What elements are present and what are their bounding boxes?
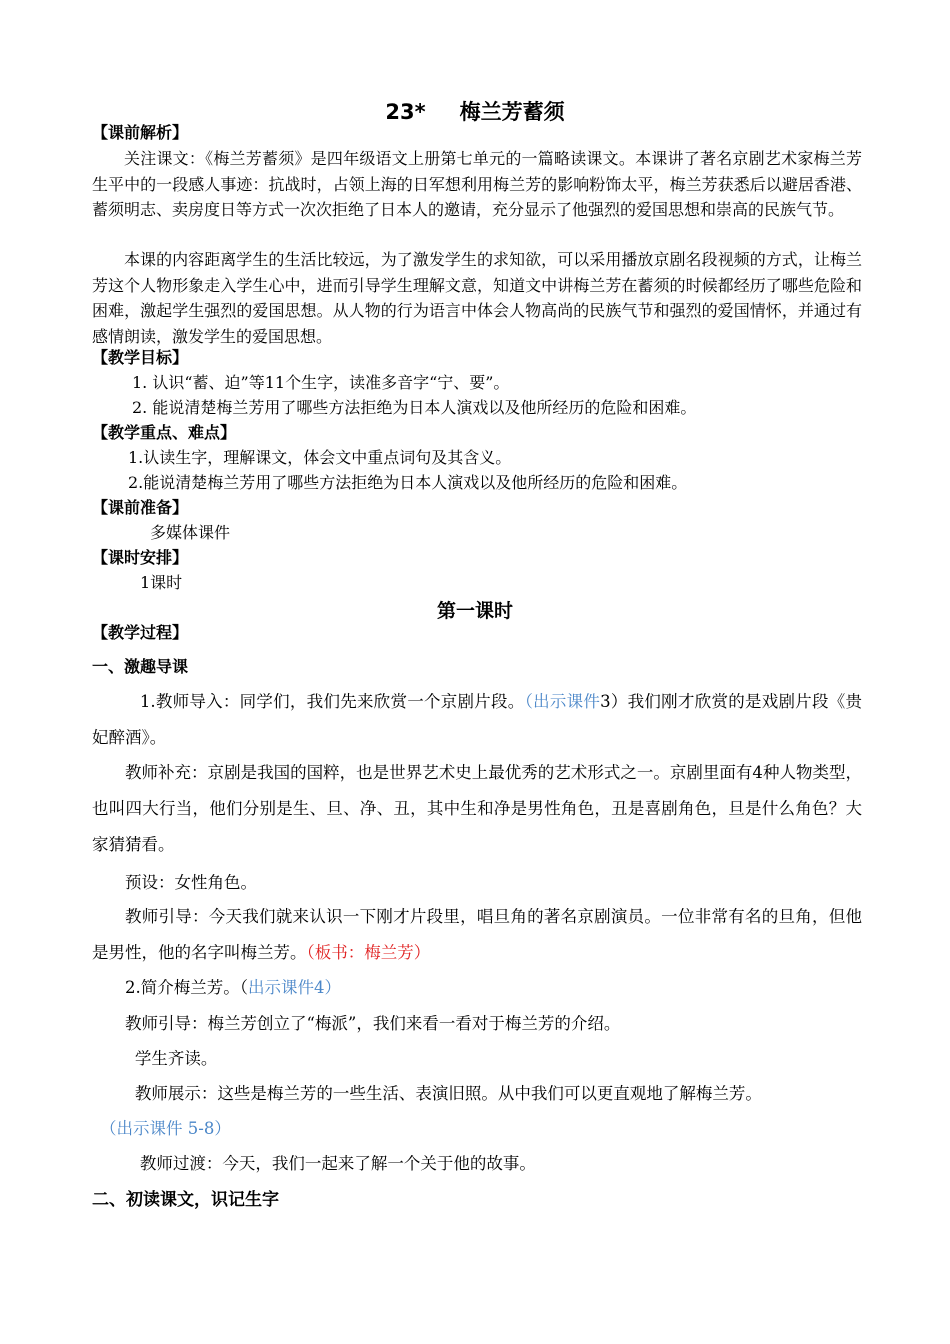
objective-item-2: 2. 能说清楚梅兰芳用了哪些方法拒绝为日本人演戏以及他所经历的危险和困难。 [132, 398, 697, 417]
intro-paren: （ [524, 692, 534, 711]
pre-analysis-paragraph-2: 本课的内容距离学生的生活比较远，为了激发学生的求知欲，可以采用播放京剧名段视频的方式，让梅兰芳这个人物形象走入学生心中，进而引导学生理解文意，知道文中讲梅兰芳在蓄须的时候都经历了哪些危险和困难，激起学生强烈的爱国思想。从人物的行为语言中体会人物高尚的民族气节和强烈的爱国情怀，并通过有感情朗读，激发学生的爱国思想。 [92, 250, 862, 346]
objective-item-1: 1. 认识“蓄、迫”等11个生字，读准多音字“宁、要”。 [132, 373, 510, 392]
preset-paragraph: 预设：女性角色。 [125, 873, 257, 892]
intro2-text: 2.简介梅兰芳。（ [125, 978, 248, 997]
lesson-title-text: 梅兰芳蓄须 [459, 100, 565, 124]
pre-analysis-paragraph-1: 关注课文：《梅兰芳蓄须》是四年级语文上册第七单元的一篇略读课文。本课讲了著名京剧艺术家梅兰芳生平中的一段感人事迹：抗战时，占领上海的日军想利用梅兰芳的影响粉饰太平，梅兰芳获悉后以避居香港、蓄须明志、卖房度日等方式一次次拒绝了日本人的邀请，充分显示了他强烈的爱国思想和崇高的民族气节。 [92, 149, 862, 219]
intro-paragraph [92, 684, 862, 756]
section-1-heading: 一、激趣导课 [92, 657, 189, 676]
show-courseware-note: （出示课件 5-8） [100, 1119, 231, 1138]
process-heading: 【教学过程】 [92, 623, 189, 642]
intro2-paragraph [92, 970, 862, 1006]
section-2-heading: 二、初读课文，识记生字 [92, 1190, 279, 1210]
schedule-heading: 【课时安排】 [92, 548, 189, 567]
transition-paragraph: 教师过渡：今天，我们一起来了解一个关于他的故事。 [139, 1154, 536, 1173]
schedule-text: 1课时 [140, 573, 183, 592]
board-note: （板书：梅兰芳） [306, 943, 431, 962]
intro-courseware-note: 出示课件 [533, 692, 601, 711]
intro-text: 1.教师导入：同学们，我们先来欣赏一个京剧片段。 [139, 692, 525, 711]
intro-text-end: 我们刚才欣赏的是戏剧片段《贵妃醉酒》。 [92, 692, 863, 747]
guide-text: 教师引导：今天我们就来认识一下刚才片段里，唱旦角的著名京剧演员。一位非常有名的旦角，但他是男性，他的名字叫梅兰芳。 [92, 907, 862, 962]
pre-analysis-heading: 【课前解析】 [92, 123, 189, 142]
intro2-courseware-note: 出示课件 [248, 978, 314, 997]
show-paragraph: 教师展示：这些是梅兰芳的一些生活、表演旧照。从中我们可以更直观地了解梅兰芳。 [134, 1084, 762, 1103]
objectives-heading: 【教学目标】 [92, 348, 189, 367]
preparation-heading: 【课前准备】 [92, 498, 189, 517]
supplement-paragraph: 教师补充：京剧是我国的国粹，也是世界艺术史上最优秀的艺术形式之一。京剧里面有4种人物类型，也叫四大行当，他们分别是生、旦、净、丑，其中生和净是男性角色，丑是喜剧角色，旦是什么角色？大家猜猜看。 [92, 763, 862, 854]
key-points-heading: 【教学重点、难点】 [92, 423, 237, 442]
lesson-number: 23* [385, 100, 426, 124]
intro-courseware-number: 3） [600, 692, 628, 711]
intro2-courseware-number: 4） [314, 978, 341, 997]
key-point-item-1: 1.认读生字，理解课文，体会文中重点词句及其含义。 [128, 448, 512, 467]
guide2-paragraph: 教师引导：梅兰芳创立了“梅派”，我们来看一看对于梅兰芳的介绍。 [125, 1014, 621, 1033]
read-paragraph: 学生齐读。 [134, 1049, 218, 1068]
guide-paragraph [92, 899, 862, 971]
preparation-text: 多媒体课件 [150, 523, 231, 542]
first-lesson-title: 第一课时 [436, 600, 513, 622]
key-point-item-2: 2.能说清楚梅兰芳用了哪些方法拒绝为日本人演戏以及他所经历的危险和困难。 [128, 473, 688, 492]
